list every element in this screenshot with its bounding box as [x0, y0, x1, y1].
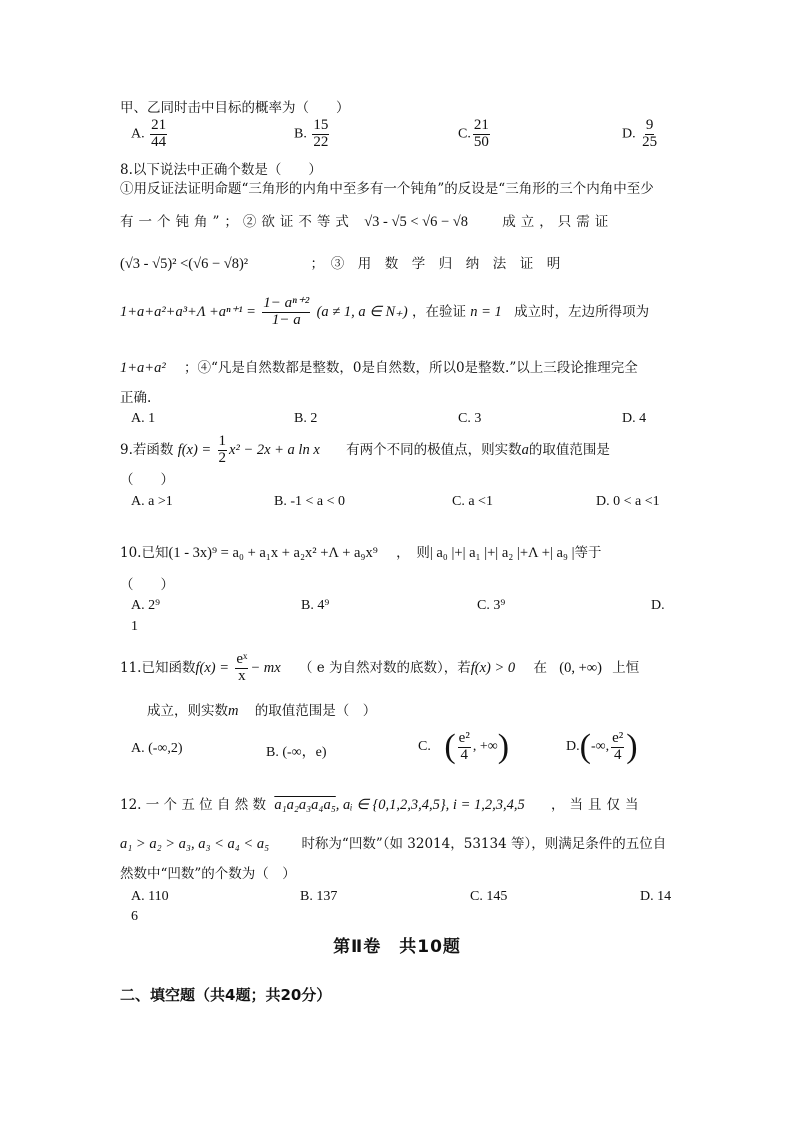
q7-stem: 甲、乙同时击中目标的概率为（ ）: [120, 100, 350, 116]
q8-option-b: B. 2: [294, 411, 318, 426]
q10-option-b: B. 4⁹: [301, 598, 330, 613]
q7-option-b: B. $\frac{15}{22}$: [294, 117, 329, 150]
q8-induction-condition: (a ≠ 1, a ∈ N₊): [316, 303, 408, 320]
q8-option-c: C. 3: [458, 411, 482, 426]
q12-option-b: B. 137: [300, 889, 338, 904]
q11-exp-fraction: $\frac{\text{eˣ}}{x}$: [236, 651, 248, 684]
q9-half-fraction: $\frac{1}{2}$: [218, 433, 227, 466]
q11-interval: (0, +∞): [559, 659, 602, 676]
q10-option-d-wrap: 1: [131, 619, 138, 634]
q8-n-equals-1: n = 1: [470, 303, 502, 320]
q9-stem: 9.若函数 f(x) = $\frac{1}{2}$ x² − 2x + a ln x 有两个不同的极值点，则实数a的取值范围是: [120, 433, 610, 466]
q12-stem: 12. 一 个 五 位 自 然 数 a₁a₂a₃a₄a₅, aᵢ ∈ {0,1,2,3,4,5}, i = 1,2,3,4,5 ，当且仅当: [120, 797, 644, 813]
q10-option-c: C. 3⁹: [477, 598, 506, 613]
q10-option-a: A. 2⁹: [131, 598, 160, 613]
q8-induction-fraction: $\frac{\text{1− aⁿ⁺²}}{1- a}$: [263, 295, 310, 328]
q8-induction-lhs: 1+a+a²+a³+Λ +aⁿ⁺¹ =: [120, 303, 256, 320]
q11-line-2: 成立，则实数m 的取值范围是（ ）: [147, 703, 377, 719]
q7-option-a: A. $\frac{21}{44}$: [131, 117, 167, 150]
q8-line-3: [120, 256, 560, 273]
q7-option-c: C. $\frac{21}{50}$: [458, 117, 489, 150]
q8-line-2-text: 有一个钝角”；②欲证不等式: [120, 214, 354, 230]
q12-option-c: C. 145: [470, 889, 508, 904]
q9-option-b: B. -1 < a < 0: [274, 494, 346, 509]
q12-option-d-wrap: 6: [131, 909, 138, 924]
q12-digit-set: , aᵢ ∈ {0,1,2,3,4,5}, i = 1,2,3,4,5: [335, 797, 525, 813]
q10-abs-sum: | a₀ |+| a₁ |+| a₂ |+Λ +| a₉ |: [429, 545, 575, 561]
q12-option-a: A. 110: [131, 889, 169, 904]
q8-squared-inequality: (√3 - √5)² <(√6 − √8)²: [120, 256, 249, 272]
q8-stem: 8.以下说法中正确个数是（ ）: [120, 162, 322, 178]
q11-stem: 11.已知函数f(x) = $\frac{\text{eˣ}}{x}$ − mx （ e 为自然对数的底数），若f(x) > 0 在 (0, +∞) 上恒: [120, 651, 640, 684]
q8-line-6: 正确.: [120, 390, 152, 406]
q8-line-3-tail: ； ③ 用 数 学 归 纳 法 证 明: [310, 256, 561, 272]
q8-line-1: ①用反证法证明命题“三角形的内角中至多有一个钝角”的反设是“三角形的三个内角中至少: [120, 181, 654, 197]
q11-option-a: A. (-∞,2): [131, 741, 183, 756]
q9-option-d: D. 0 < a <1: [596, 494, 660, 509]
q8-line-5-text: ；④“凡是自然数都是整数，0是自然数，所以0是整数.”以上三段论推理完全: [183, 360, 638, 376]
q11-option-b: B. (-∞，e): [266, 745, 327, 760]
q11-option-d: D.(-∞, $\frac{\text{e²}}{4}$ ): [566, 728, 638, 765]
q8-option-d: D. 4: [622, 411, 647, 426]
q8-line-2-tail: 成立，只需证: [502, 214, 614, 230]
q10-option-d: D.: [651, 598, 665, 613]
q8-line-4: [120, 296, 649, 329]
section-2-heading: 二、填空题（共4题；共20分）: [120, 986, 332, 1004]
q10-stem: 10.已知(1 - 3x)⁹ = a₀ + a₁x + a₂x² +Λ + a₉x⁹ ， 则| a₀ |+| a₁ |+| a₂ |+Λ +| a₉ |等于: [120, 545, 602, 561]
q9-function-expression: x² − 2x + a ln x: [229, 441, 320, 458]
q11-option-c: C. ( $\frac{\text{e²}}{4}$ , +∞): [418, 728, 510, 765]
q10-answer-paren: （ ）: [120, 577, 174, 593]
q8-line-2: [120, 214, 613, 231]
q10-binomial-expansion: (1 - 3x)⁹ = a₀ + a₁x + a₂x² +Λ + a₉x⁹: [168, 545, 378, 561]
q8-line-5: [120, 360, 638, 377]
q8-line-4-text: ，在验证: [411, 303, 466, 320]
q9-option-c: C. a <1: [452, 494, 493, 509]
part-2-title: 第Ⅱ卷 共10题: [333, 937, 461, 957]
q8-option-a: A. 1: [131, 411, 156, 426]
q12-five-digit-number: a₁a₂a₃a₄a₅: [274, 797, 336, 813]
q9-option-a: A. a >1: [131, 494, 173, 509]
q12-line-3: 然数中“凹数”的个数为（ ）: [120, 866, 296, 882]
q12-line-2: a₁ > a₂ > a₃, a₃ < a₄ < a₅ 时称为“凹数”（如 32014，53134 等），则满足条件的五位自: [120, 836, 667, 852]
q8-line-4-end: 成立时，左边所得项为: [514, 303, 650, 320]
q9-answer-paren: （ ）: [120, 472, 174, 488]
q7-option-d: D. $\frac{9}{25}$: [622, 117, 658, 150]
q8-first-terms: 1+a+a²: [120, 360, 166, 376]
q8-inequality: √3 - √5 < √6 − √8: [364, 214, 468, 230]
q12-option-d: D. 14: [640, 889, 672, 904]
q12-condition: a₁ > a₂ > a₃, a₃ < a₄ < a₅: [120, 836, 270, 852]
